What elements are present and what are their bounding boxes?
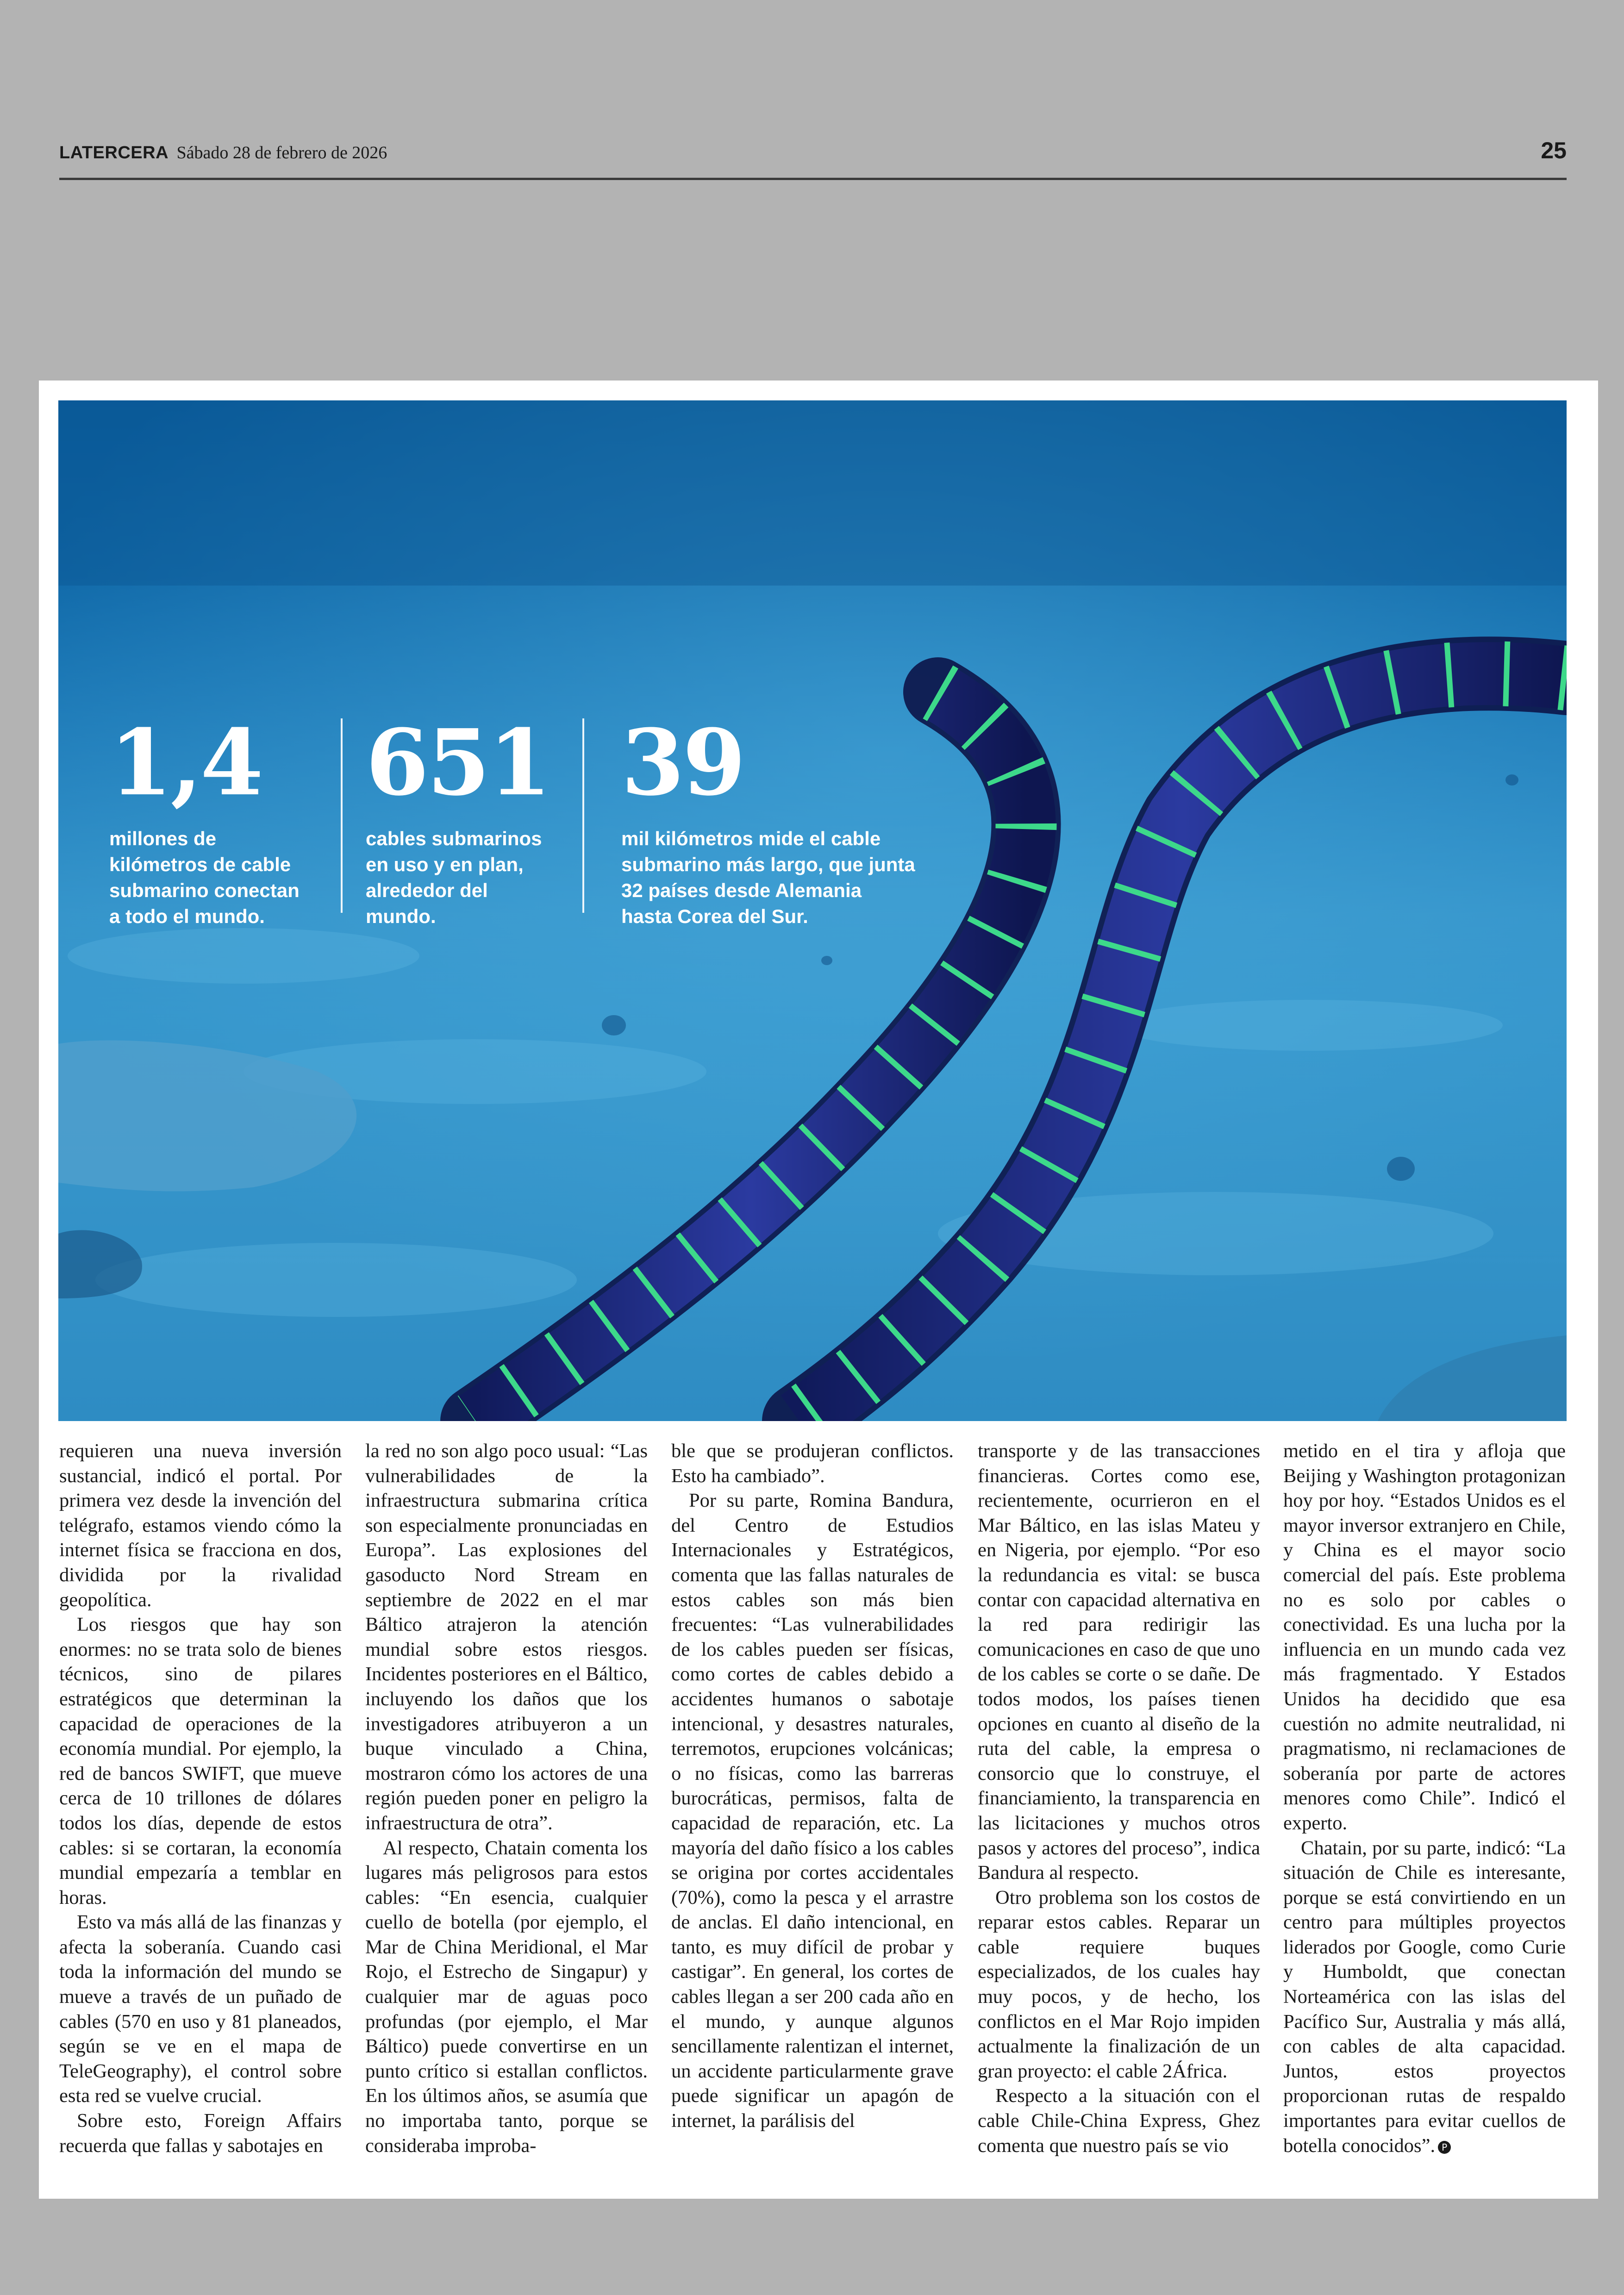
stat-number: 1,4 <box>109 710 262 816</box>
paragraph: Chatain, por su parte, indicó: “La situación de Chile es interesante, porque se está convirtiendo en un centro para múltiples proyectos liderados por Google, como Curie y Humboldt, que conectan Norteamérica con las islas del Pacífico Sur, Australia y más allá, con cables de alta capacidad. Juntos, estos proyectos proporcionan rutas de respaldo importantes para evitar cuellos de botella conocidos”. P <box>1283 1837 1566 2157</box>
end-mark-icon: P <box>1438 2141 1451 2154</box>
stat-description: mil kilómetros mide el cable submarino más largo, que junta 32 países desde Alemania hasta Corea del Sur. <box>621 828 915 927</box>
paragraph: Al respecto, Chatain comenta los lugares más peligrosos para estos cables: “En esencia, cualquier cuello de botella (por ejemplo, el Mar de China Meridional, el Mar Rojo, el Estrecho de Singapur) y cualquier mar de aguas poco profundas (por ejemplo, el Mar Báltico) puede convertirse en un punto crítico si estallan conflictos. En los últimos años, se asumía que no importaba tanto, porque se consideraba improba- <box>365 1837 648 2157</box>
paragraph: ble que se produjeran conflictos. Esto ha cambiado”. <box>671 1440 954 1487</box>
paragraph: Esto va más allá de las finanzas y afecta la soberanía. Cuando casi toda la información del mundo se mueve a través de un puñado de cables (570 en uso y 81 planeados, según se ve en el mapa de TeleGeography), el control sobre esta red se vuelve crucial. <box>59 1911 342 2107</box>
paragraph: metido en el tira y afloja que Beijing y Washington protagonizan hoy por hoy. “Estados Unidos es el mayor inversor extranjero en Chile, y China es el mayor socio comercial del país. Este problema no es solo por cables o conectividad. Es una lucha por la influencia en un mundo cada vez más fragmentado. Y Estados Unidos ha decidido que esa cuestión no admite neutralidad, ni pragmatismo, ni reclamaciones de soberanía por parte de actores menores como Chile”. Indicó el experto. <box>1283 1440 1566 1834</box>
article-column-5 <box>1283 1439 1566 2158</box>
paragraph: transporte y de las transacciones financieras. Cortes como ese, recientemente, ocurrieron en el Mar Báltico, en las islas Mateu y en Nigeria, por ejemplo. “Por eso la redundancia es vital: se busca contar con capacidad alternativa en la red para redirigir las comunicaciones en caso de que uno de los cables se corte o se dañe. De todos modos, los países tienen opciones en cuanto al diseño de la ruta del cable, la empresa o consorcio que lo construye, el financiamiento, la transparencia en las licitaciones y muchos otros pasos y actores del proceso”, indica Bandura al respecto. <box>978 1440 1260 1884</box>
issue-date: Sábado 28 de febrero de 2026 <box>176 143 387 162</box>
stat-longest-cable <box>621 710 915 929</box>
article-column-1 <box>59 1439 342 2158</box>
article-column-4 <box>978 1439 1260 2158</box>
paragraph: requieren una nueva inversión sustancial, indicó el portal. Por primera vez desde la invención del telégrafo, estamos viendo cómo la internet física se fracciona en dos, dividida por la rivalidad geopolítica. <box>59 1440 342 1611</box>
paragraph: Otro problema son los costos de reparar estos cables. Reparar un cable requiere buques especializados, de los cuales hay muy pocos, y de hecho, los conflictos en el Mar Rojo impiden actualmente la finalización de un gran proyecto: el cable 2África. <box>978 1886 1260 2082</box>
newspaper-brand: LATERCERA <box>59 143 169 162</box>
stat-number: 651 <box>366 710 550 816</box>
paragraph: Por su parte, Romina Bandura, del Centro de Estudios Internacionales y Estratégicos, comenta que las fallas naturales de estos cables son más bien frecuentes: “Las vulnerabilidades de los cables pueden ser físicas, como cortes de cables debido a accidentes humanos o sabotaje intencional, y desastres naturales, terremotos, erupciones volcánicas; o no físicas, como las barreras burocráticas, permisos, falta de capacidad de reparación, etc. La mayoría del daño físico a los cables se origina por cortes accidentales (70%), como la pesca y el arrastre de anclas. El daño intencional, en tanto, es muy difícil de probar y castigar”. En general, los cortes de cables llegan a ser 200 cada año en el mundo, y aunque algunos sencillamente ralentizan el internet, un accidente particularmente grave puede significar un apagón de internet, la parálisis del <box>671 1490 954 2132</box>
stat-cable-count <box>366 710 550 929</box>
stat-divider <box>582 718 584 913</box>
article-column-3 <box>671 1439 954 2133</box>
stat-number: 39 <box>621 710 744 816</box>
stat-description: millones de kilómetros de cable submarino conectan a todo el mundo. <box>109 828 300 927</box>
stat-km-cable <box>109 710 300 929</box>
page-header <box>59 130 1567 180</box>
paragraph: la red no son algo poco usual: “Las vulnerabilidades de la infraestructura submarina crítica son especialmente pronunciadas en Europa”. Las explosiones del gasoducto Nord Stream en septiembre de 2022 en el mar Báltico atrajeron la atención mundial sobre estos riesgos. Incidentes posteriores en el Báltico, incluyendo los daños que los investigadores atribuyeron a un buque vinculado a China, mostraron cómo los actores de una región pueden poner en peligro la infraestructura de otra”. <box>365 1440 648 1834</box>
stat-divider <box>341 718 343 913</box>
paragraph: Respecto a la situación con el cable Chile-China Express, Ghez comenta que nuestro país se vio <box>978 2085 1260 2157</box>
page-number: 25 <box>1541 137 1567 163</box>
header-left <box>59 143 387 163</box>
stat-description: cables submarinos en uso y en plan, alrededor del mundo. <box>366 828 542 927</box>
paragraph: Los riesgos que hay son enormes: no se trata solo de bienes técnicos, sino de pilares estratégicos que determinan la capacidad de operaciones de la economía mundial. Por ejemplo, la red de bancos SWIFT, que mueve cerca de 10 trillones de dólares todos los días, depende de estos cables: si se cortaran, la economía mundial empezaría a temblar en horas. <box>59 1614 342 1908</box>
article-column-2 <box>365 1439 648 2158</box>
paragraph: Sobre esto, Foreign Affairs recuerda que fallas y sabotajes en <box>59 2110 342 2157</box>
